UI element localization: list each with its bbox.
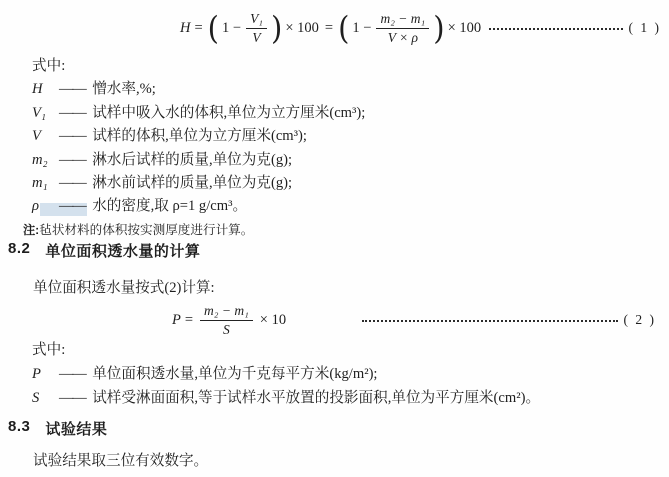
terms-list-2	[32, 339, 540, 410]
formula-number: ( 1 )	[628, 20, 661, 35]
term-description: 单位面积透水量,单位为千克每平方米(kg/m²);	[92, 365, 378, 382]
term-dash: ——	[59, 198, 86, 215]
section-heading-8-3	[8, 418, 107, 439]
term-dash: ——	[59, 175, 86, 192]
term-symbol: P	[32, 365, 41, 382]
terms-intro: 式中:	[32, 58, 66, 74]
open-paren: (	[338, 9, 350, 47]
term-symbol: m₂	[32, 151, 48, 168]
term-description: 试样受淋面面积,等于试样水平放置的投影面积,单位为平方厘米(cm²)。	[92, 389, 541, 406]
term-dash: ——	[59, 389, 86, 406]
fraction-denominator: V	[252, 29, 261, 45]
formula-1	[180, 6, 661, 50]
term-description: 淋水后试样的质量,单位为克(g);	[92, 151, 293, 168]
term-dash: ——	[59, 81, 86, 98]
term-row	[32, 102, 365, 125]
term-symbol: H	[32, 81, 43, 98]
open-paren: (	[207, 9, 219, 47]
term-row	[32, 195, 365, 218]
equals-sign: =	[324, 19, 334, 36]
term-symbol: ρ	[32, 198, 40, 215]
one-minus: 1 −	[352, 19, 372, 36]
term-row	[32, 149, 365, 172]
term-row	[32, 78, 365, 101]
term-row	[32, 387, 540, 411]
terms-list-1	[23, 55, 366, 239]
equals-sign: =	[194, 19, 203, 36]
paragraph-8-3: 试验结果取三位有效数字。	[33, 453, 209, 469]
note-label: 注:	[23, 222, 40, 237]
fraction-numerator: m₂ − m₁	[376, 11, 429, 29]
formula-2	[172, 301, 656, 339]
fraction-denominator: V × ρ	[387, 29, 419, 45]
fraction-m2m1-s	[200, 303, 253, 338]
term-symbol: V	[32, 128, 41, 145]
note-line	[23, 221, 365, 239]
note-text: 毡状材料的体积按实测厚度进行计算。	[39, 222, 254, 237]
times-10: × 10	[259, 311, 287, 328]
fraction-numerator: V₁	[246, 11, 267, 29]
term-row	[32, 125, 365, 148]
dotted-leader	[362, 320, 617, 322]
term-symbol: V₁	[32, 104, 46, 121]
terms-intro: 式中:	[32, 342, 66, 358]
term-row	[32, 172, 365, 195]
term-description: 水的密度,取 ρ=1 g/cm³。	[92, 198, 248, 215]
term-dash: ——	[59, 128, 86, 145]
one-minus: 1 −	[222, 19, 242, 36]
paragraph-8-2: 单位面积透水量按式(2)计算:	[33, 280, 215, 296]
dotted-leader	[489, 28, 622, 30]
term-dash: ——	[59, 365, 86, 382]
section-heading-8-2	[8, 240, 200, 261]
fraction-denominator: S	[223, 321, 230, 337]
section-number: 8.2	[8, 240, 31, 257]
close-paren: )	[433, 9, 445, 47]
term-description: 憎水率,%;	[92, 81, 156, 98]
close-paren: )	[271, 9, 283, 47]
term-description: 试样的体积,单位为立方厘米(cm³);	[92, 128, 307, 145]
fraction-numerator: m₂ − m₁	[200, 303, 253, 321]
fraction-m2m1-vrho	[376, 11, 429, 46]
term-description: 试样中吸入水的体积,单位为立方厘米(cm³);	[92, 104, 366, 121]
times-100: × 100	[285, 19, 319, 36]
formula-symbol: P	[172, 311, 181, 328]
section-title: 试验结果	[45, 421, 108, 438]
section-number: 8.3	[8, 418, 31, 435]
term-row	[32, 363, 540, 387]
term-symbol: S	[32, 389, 40, 406]
term-dash: ——	[59, 151, 86, 168]
equals-sign: =	[184, 311, 194, 328]
fraction-v1-v	[246, 11, 267, 46]
section-title: 单位面积透水量的计算	[45, 243, 201, 260]
times-100: × 100	[447, 19, 482, 36]
term-symbol: m₁	[32, 175, 48, 192]
term-description: 淋水前试样的质量,单位为克(g);	[92, 175, 293, 192]
formula-symbol: H	[180, 19, 191, 36]
formula-number: ( 2 )	[623, 312, 656, 327]
term-dash: ——	[59, 104, 86, 121]
